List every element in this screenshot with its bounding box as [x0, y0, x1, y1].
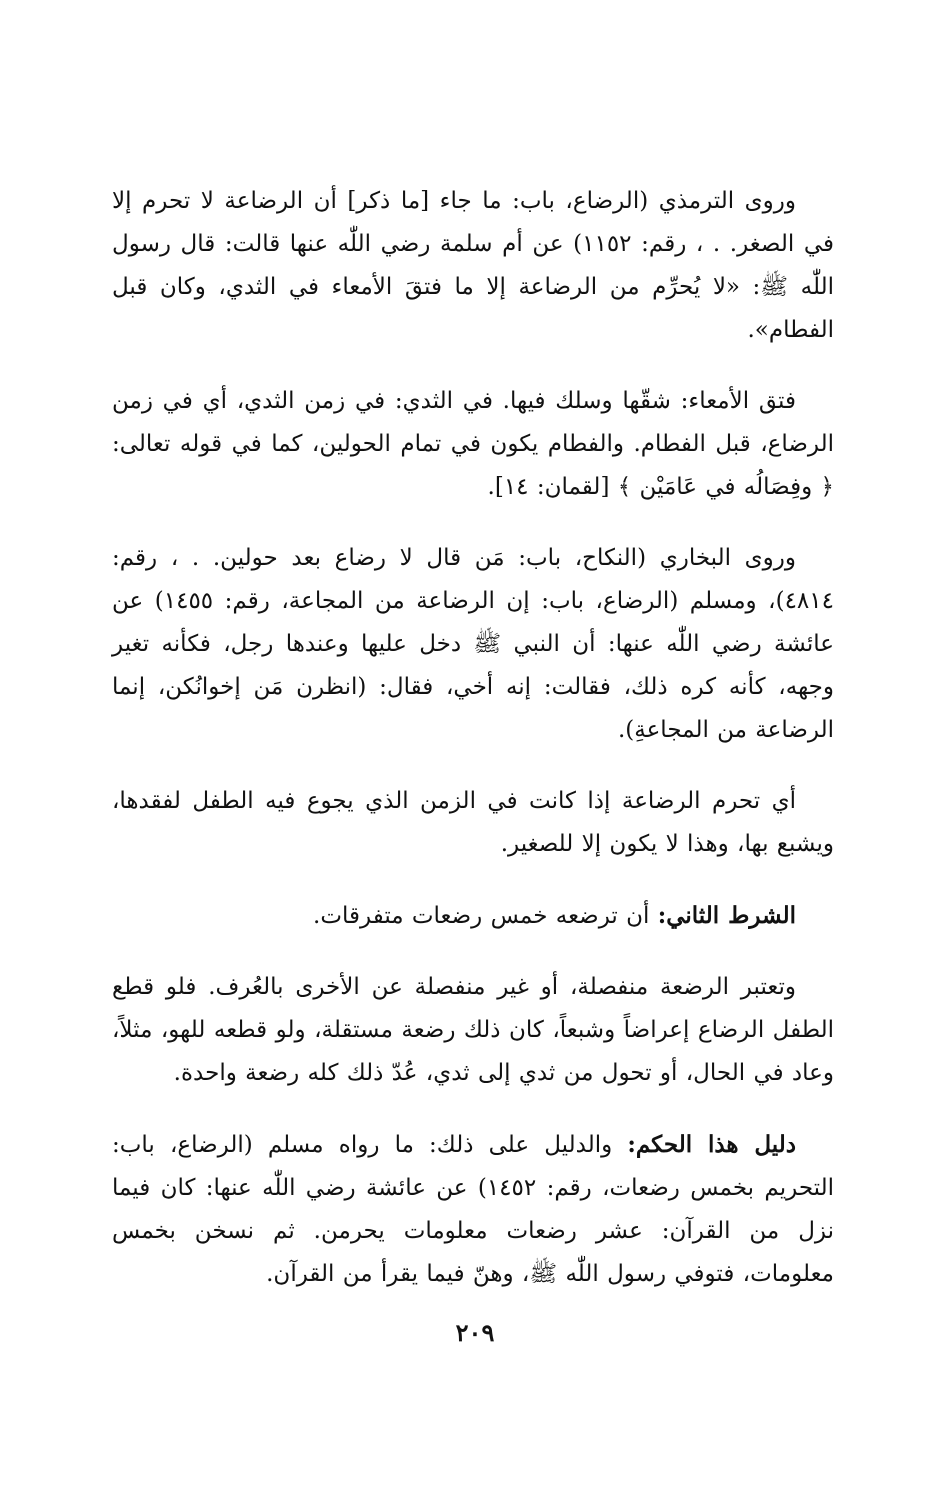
- paragraph-4: [112, 780, 834, 866]
- paragraph-text: فتق الأمعاء: شقّها وسلك فيها. في الثدي: في زمن الثدي، أي في زمن الرضاع، قبل الفطام. والفطام يكون في تمام الحولين، كما في قوله تعالى: ﴿ وفِصَالُه في عَامَيْن ﴾ [لقمان: ١٤].: [112, 388, 834, 500]
- page-number: ٢٠٩: [455, 1318, 495, 1347]
- paragraph-2: [112, 380, 834, 509]
- page-body: [112, 180, 834, 1324]
- paragraph-3: [112, 537, 834, 752]
- paragraph-text: أي تحرم الرضاعة إذا كانت في الزمن الذي يجوع فيه الطفل لفقدها، ويشبع بها، وهذا لا يكون إلا للصغير.: [112, 788, 834, 857]
- paragraph-6: [112, 966, 834, 1095]
- paragraph-text: والدليل على ذلك: ما رواه مسلم (الرضاع، باب: التحريم بخمس رضعات، رقم: ١٤٥٢) عن عائشة رضي اللّٰه عنها: كان فيما نزل من القرآن: عشر رضعات معلومات يحرمن. ثم نسخن بخمس معلومات، فتوفي رسول اللّٰه ﷺ، وهنّ فيما يقرأ من القرآن.: [112, 1132, 835, 1287]
- paragraph-lead-heading: دليل هذا الحكم:: [627, 1131, 796, 1158]
- paragraph-text: وروى البخاري (النكاح، باب: مَن قال لا رضاع بعد حولين. . ، رقم: ٤٨١٤)، ومسلم (الرضاع، باب: إن الرضاعة من المجاعة، رقم: ١٤٥٥) عن عائشة رضي اللّٰه عنها: أن النبي ﷺ دخل عليها وعندها رجل، فكأنه تغير وجهه، كأنه كره ذلك، فقالت: إنه أخي، فقال: (انظرن مَن إخوانُكن، إنما الرضاعة من المجاعةِ).: [112, 545, 834, 743]
- paragraph-text: وروى الترمذي (الرضاع، باب: ما جاء [ما ذكر] أن الرضاعة لا تحرم إلا في الصغر. . ، رقم: ١١٥٢) عن أم سلمة رضي اللّٰه عنها قالت: قال رسول اللّٰه ﷺ: «لا يُحرِّم من الرضاعة إلا ما فتقَ الأمعاء في الثدي، وكان قبل الفطام».: [112, 188, 834, 343]
- paragraph-text: أن ترضعه خمس رضعات متفرقات.: [313, 903, 650, 929]
- paragraph-7: [112, 1123, 834, 1296]
- paragraph-5: [112, 894, 834, 938]
- paragraph-text: وتعتبر الرضعة منفصلة، أو غير منفصلة عن الأخرى بالعُرف. فلو قطع الطفل الرضاع إعراضاً وشبعاً، كان ذلك رضعة مستقلة، ولو قطعه للهو، مثلاً، وعاد في الحال، أو تحول من ثدي إلى ثدي، عُدّ ذلك كله رضعة واحدة.: [112, 974, 834, 1086]
- paragraph-1: [112, 180, 834, 352]
- paragraph-lead-heading: الشرط الثاني:: [657, 902, 796, 929]
